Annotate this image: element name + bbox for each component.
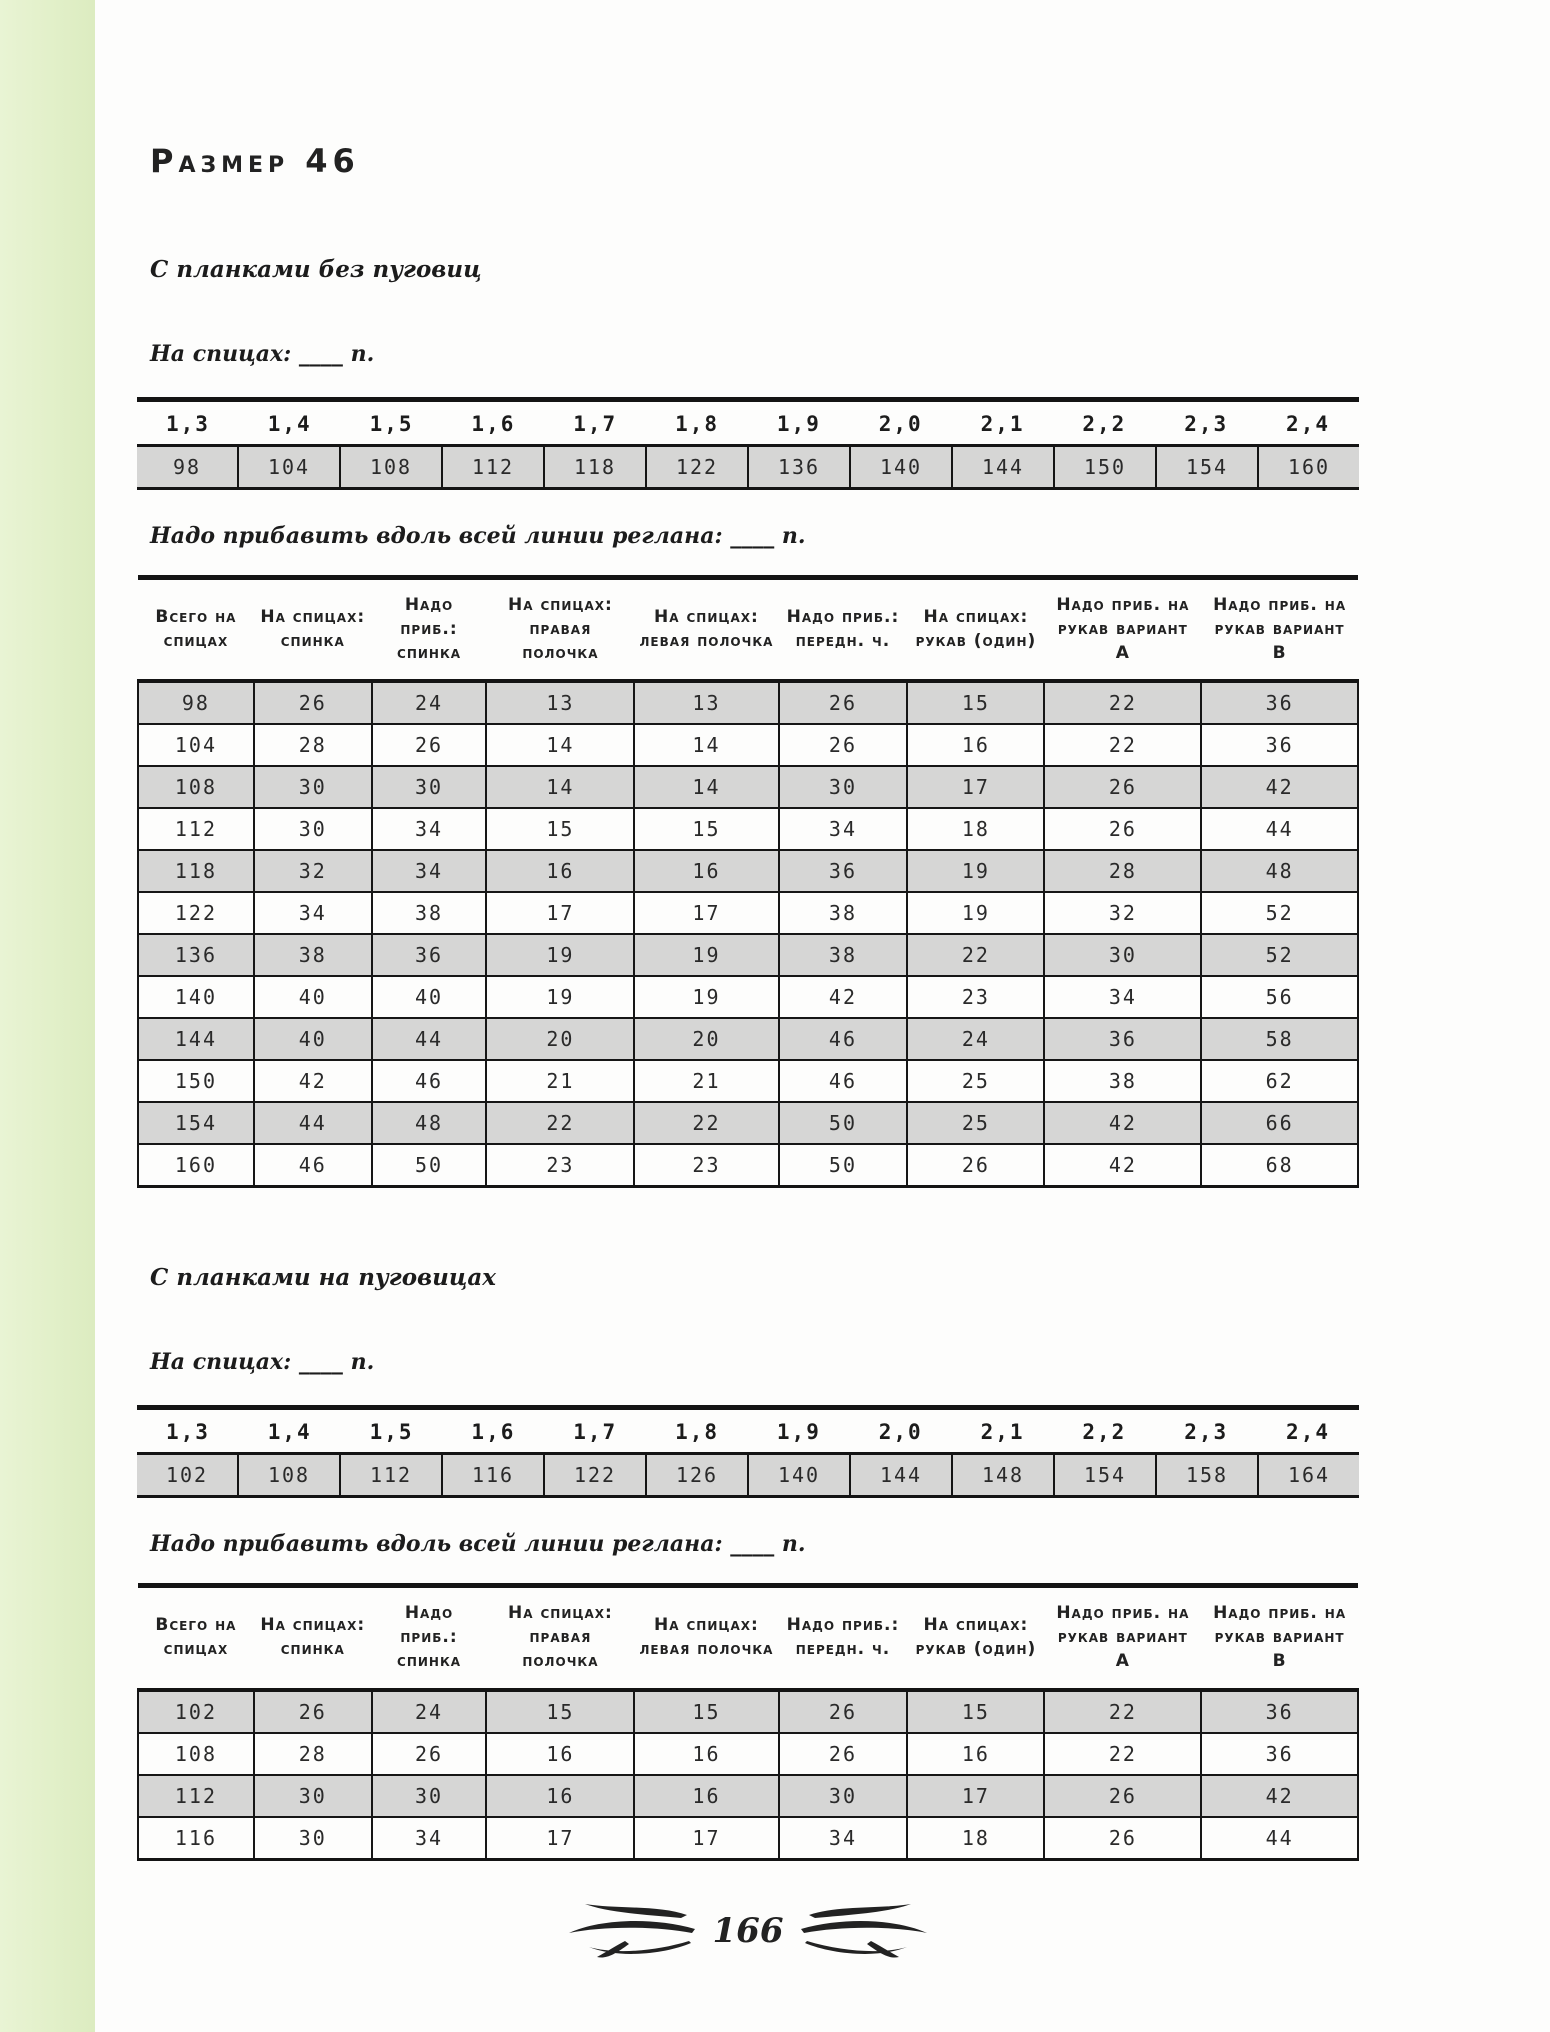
table-cell: 140 [138, 976, 254, 1018]
table-cell: 17 [486, 892, 634, 934]
table-cell: 26 [779, 724, 908, 766]
gauge-stitch-value: 136 [749, 447, 851, 487]
table-cell: 46 [779, 1018, 908, 1060]
table-cell: 30 [779, 766, 908, 808]
table-cell: 23 [486, 1144, 634, 1187]
table-cell: 36 [1201, 1733, 1358, 1775]
gauge-stitch-value: 118 [545, 447, 647, 487]
table-cell: 26 [1044, 766, 1201, 808]
page-footer [137, 1903, 1359, 1959]
table-cell: 36 [779, 850, 908, 892]
table-cell: 38 [779, 892, 908, 934]
section-heading: С планками без пуговиц [150, 256, 482, 283]
raglan-detail-table [137, 575, 1359, 1188]
table-cell: 50 [372, 1144, 487, 1187]
table-cell: 13 [486, 681, 634, 724]
gauge-stitch-value: 154 [1157, 447, 1259, 487]
table-cell: 52 [1201, 934, 1358, 976]
table-cell: 42 [1044, 1102, 1201, 1144]
gauge-stitch-value: 148 [953, 1455, 1055, 1495]
section-heading: С планками на пуговицах [150, 1264, 496, 1292]
table-row [138, 1690, 1358, 1733]
table-cell: 26 [254, 681, 372, 724]
table-cell: 13 [634, 681, 778, 724]
gauge-stitch-value: 108 [341, 447, 443, 487]
gauge-table [137, 397, 1359, 490]
column-header: Всего на спицах [138, 1586, 254, 1690]
table-row [138, 1733, 1358, 1775]
gauge-stitch-value: 160 [1287, 455, 1331, 479]
table-cell: 30 [254, 1817, 372, 1860]
table-cell: 18 [907, 808, 1044, 850]
table-cell: 42 [1201, 1775, 1358, 1817]
table-cell: 16 [486, 1733, 634, 1775]
table-cell: 36 [1044, 1018, 1201, 1060]
gauge-density-value: 2,1 [980, 1420, 1025, 1445]
gauge-density-value: 1,9 [776, 412, 821, 436]
table-row [138, 892, 1358, 934]
table-cell: 30 [779, 1775, 908, 1817]
table-cell: 38 [254, 934, 372, 976]
gauge-density-value: 2,0 [878, 1420, 923, 1445]
gauge-stitch-value: 164 [1287, 1463, 1331, 1488]
table-cell: 14 [486, 724, 634, 766]
table-cell: 136 [138, 934, 254, 976]
table-cell: 22 [634, 1102, 778, 1144]
table-cell: 44 [372, 1018, 487, 1060]
table-cell: 14 [634, 766, 778, 808]
table-cell: 30 [372, 766, 487, 808]
table-row [138, 1144, 1358, 1187]
table-cell: 42 [1044, 1144, 1201, 1187]
table-cell: 144 [138, 1018, 254, 1060]
table-cell: 50 [779, 1144, 908, 1187]
table-cell: 66 [1201, 1102, 1358, 1144]
table-cell: 30 [372, 1775, 487, 1817]
table-cell: 150 [138, 1060, 254, 1102]
raglan-label: Надо прибавить вдоль всей линии реглана: ____ п. [150, 1531, 806, 1558]
table-cell: 17 [486, 1817, 634, 1860]
table-cell: 42 [1201, 766, 1358, 808]
page-title: Размер 46 [150, 142, 360, 180]
table-cell: 62 [1201, 1060, 1358, 1102]
gauge-density-value: 1,9 [776, 1420, 821, 1445]
gauge-density-value: 1,6 [471, 412, 516, 436]
table-cell: 26 [1044, 1817, 1201, 1860]
table-cell: 38 [372, 892, 487, 934]
table-cell: 19 [907, 850, 1044, 892]
column-header: Надо приб. на рукав вариант В [1201, 1586, 1358, 1690]
gauge-density-value: 1,7 [573, 1420, 618, 1445]
table-cell: 56 [1201, 976, 1358, 1018]
gauge-density-value: 1,7 [573, 412, 618, 436]
table-cell: 23 [634, 1144, 778, 1187]
table-cell: 22 [486, 1102, 634, 1144]
gauge-stitch-value: 104 [239, 447, 341, 487]
column-header: На спицах: рукав (один) [907, 1586, 1044, 1690]
table-cell: 26 [779, 681, 908, 724]
gauge-table [137, 1405, 1359, 1498]
gauge-density-value: 2,1 [980, 412, 1025, 436]
table-cell: 18 [907, 1817, 1044, 1860]
table-cell: 154 [138, 1102, 254, 1144]
on-needles-label: На спицах: ____ п. [150, 1349, 375, 1376]
table-cell: 14 [486, 766, 634, 808]
flourish-right-icon [797, 1903, 929, 1959]
table-cell: 25 [907, 1060, 1044, 1102]
gauge-table-header-row [137, 1410, 1359, 1455]
table-cell: 15 [907, 1690, 1044, 1733]
table-cell: 28 [254, 724, 372, 766]
table-cell: 116 [138, 1817, 254, 1860]
column-header: На спицах: спинка [254, 1586, 372, 1690]
page-margin-stripe [0, 0, 95, 2032]
gauge-density-value: 1,4 [267, 1420, 312, 1445]
gauge-density-value: 1,8 [675, 412, 720, 436]
table-cell: 15 [634, 1690, 778, 1733]
table-cell: 36 [1201, 724, 1358, 766]
column-header: Всего на спицах [138, 578, 254, 682]
detail-table-head [138, 1586, 1358, 1690]
table-cell: 19 [634, 934, 778, 976]
gauge-density-value: 1,5 [369, 412, 414, 436]
table-cell: 19 [486, 976, 634, 1018]
table-cell: 17 [634, 1817, 778, 1860]
table-cell: 24 [372, 681, 487, 724]
table-cell: 34 [372, 1817, 487, 1860]
table-cell: 16 [634, 850, 778, 892]
table-cell: 46 [372, 1060, 487, 1102]
table-cell: 50 [779, 1102, 908, 1144]
table-row [138, 808, 1358, 850]
table-cell: 19 [907, 892, 1044, 934]
table-cell: 15 [486, 808, 634, 850]
table-cell: 36 [372, 934, 487, 976]
gauge-density-value: 2,3 [1184, 1420, 1229, 1445]
table-cell: 24 [372, 1690, 487, 1733]
table-row [138, 1060, 1358, 1102]
table-cell: 98 [138, 681, 254, 724]
table-cell: 26 [779, 1733, 908, 1775]
table-cell: 38 [1044, 1060, 1201, 1102]
column-header: На спицах: левая полочка [634, 578, 778, 682]
table-cell: 34 [1044, 976, 1201, 1018]
table-row [138, 1102, 1358, 1144]
table-cell: 36 [1201, 681, 1358, 724]
gauge-density-value: 2,0 [878, 412, 923, 436]
gauge-stitch-value: 150 [1055, 447, 1157, 487]
table-cell: 16 [634, 1775, 778, 1817]
column-header: Надо приб.: передн. ч. [779, 1586, 908, 1690]
table-cell: 16 [907, 1733, 1044, 1775]
table-cell: 21 [634, 1060, 778, 1102]
raglan-detail-table [137, 1583, 1359, 1860]
gauge-density-value: 1,4 [267, 412, 312, 436]
table-cell: 44 [1201, 808, 1358, 850]
gauge-density-value: 1,5 [369, 1420, 414, 1445]
table-cell: 32 [1044, 892, 1201, 934]
gauge-density-value: 1,8 [675, 1420, 720, 1445]
gauge-density-value: 2,4 [1286, 1420, 1330, 1445]
gauge-density-value: 1,6 [471, 1420, 516, 1445]
table-cell: 112 [138, 1775, 254, 1817]
column-header: На спицах: рукав (один) [907, 578, 1044, 682]
table-cell: 15 [907, 681, 1044, 724]
table-cell: 30 [254, 1775, 372, 1817]
gauge-stitch-value: 122 [647, 447, 749, 487]
table-cell: 30 [1044, 934, 1201, 976]
table-cell: 22 [907, 934, 1044, 976]
table-cell: 26 [254, 1690, 372, 1733]
on-needles-label: На спицах: ____ п. [150, 341, 375, 367]
table-cell: 20 [486, 1018, 634, 1060]
table-cell: 102 [138, 1690, 254, 1733]
table-cell: 23 [907, 976, 1044, 1018]
gauge-stitch-value: 154 [1055, 1455, 1157, 1495]
gauge-stitch-value: 140 [851, 447, 953, 487]
table-cell: 26 [1044, 1775, 1201, 1817]
table-cell: 48 [1201, 850, 1358, 892]
table-cell: 30 [254, 766, 372, 808]
table-cell: 15 [486, 1690, 634, 1733]
table-cell: 30 [254, 808, 372, 850]
table-cell: 22 [1044, 1690, 1201, 1733]
table-cell: 42 [254, 1060, 372, 1102]
section-with-buttons [137, 1264, 1359, 1860]
gauge-density-value: 2,2 [1082, 1420, 1127, 1445]
column-header: Надо приб.: спинка [372, 1586, 487, 1690]
table-cell: 108 [138, 766, 254, 808]
table-cell: 34 [372, 850, 487, 892]
gauge-density-value: 1,3 [165, 1420, 210, 1445]
table-cell: 16 [634, 1733, 778, 1775]
table-cell: 21 [486, 1060, 634, 1102]
table-cell: 24 [907, 1018, 1044, 1060]
gauge-table-value-row [137, 1455, 1359, 1495]
table-cell: 160 [138, 1144, 254, 1187]
gauge-density-value: 2,2 [1082, 412, 1127, 436]
table-cell: 118 [138, 850, 254, 892]
column-header: Надо приб. на рукав вариант А [1044, 578, 1201, 682]
table-cell: 34 [779, 1817, 908, 1860]
table-cell: 40 [372, 976, 487, 1018]
table-cell: 16 [486, 850, 634, 892]
gauge-stitch-value: 144 [851, 1455, 953, 1495]
table-cell: 15 [634, 808, 778, 850]
gauge-stitch-value: 158 [1157, 1455, 1259, 1495]
table-cell: 20 [634, 1018, 778, 1060]
gauge-stitch-value: 144 [953, 447, 1055, 487]
table-cell: 40 [254, 1018, 372, 1060]
page-content [137, 0, 1359, 1959]
table-cell: 42 [779, 976, 908, 1018]
table-cell: 44 [1201, 1817, 1358, 1860]
page-number: 166 [712, 1910, 784, 1951]
table-cell: 32 [254, 850, 372, 892]
table-cell: 122 [138, 892, 254, 934]
gauge-stitch-value: 126 [647, 1455, 749, 1495]
column-header: На спицах: спинка [254, 578, 372, 682]
table-cell: 68 [1201, 1144, 1358, 1187]
table-cell: 40 [254, 976, 372, 1018]
gauge-stitch-value: 98 [137, 447, 239, 487]
table-cell: 22 [1044, 681, 1201, 724]
table-row [138, 850, 1358, 892]
gauge-stitch-value: 112 [443, 447, 545, 487]
detail-table-body [138, 681, 1358, 1187]
section-without-buttons [137, 256, 1359, 1188]
table-cell: 34 [779, 808, 908, 850]
table-cell: 34 [372, 808, 487, 850]
table-row [138, 976, 1358, 1018]
table-cell: 38 [779, 934, 908, 976]
gauge-stitch-value: 112 [341, 1455, 443, 1495]
table-cell: 17 [634, 892, 778, 934]
table-cell: 16 [907, 724, 1044, 766]
column-header: Надо приб.: передн. ч. [779, 578, 908, 682]
table-cell: 28 [1044, 850, 1201, 892]
raglan-label: Надо прибавить вдоль всей линии реглана: ____ п. [150, 523, 806, 549]
table-row [138, 724, 1358, 766]
table-cell: 46 [779, 1060, 908, 1102]
column-header: Надо приб. на рукав вариант А [1044, 1586, 1201, 1690]
gauge-density-value: 1,3 [165, 412, 210, 436]
column-header: На спицах: правая полочка [486, 578, 634, 682]
table-row [138, 934, 1358, 976]
column-header: На спицах: левая полочка [634, 1586, 778, 1690]
gauge-stitch-value: 102 [137, 1455, 239, 1495]
column-header: Надо приб.: спинка [372, 578, 487, 682]
table-cell: 19 [634, 976, 778, 1018]
table-cell: 19 [486, 934, 634, 976]
table-cell: 17 [907, 766, 1044, 808]
table-cell: 26 [372, 1733, 487, 1775]
table-cell: 58 [1201, 1018, 1358, 1060]
table-cell: 16 [486, 1775, 634, 1817]
table-cell: 17 [907, 1775, 1044, 1817]
table-cell: 14 [634, 724, 778, 766]
detail-table-head [138, 578, 1358, 682]
table-cell: 26 [779, 1690, 908, 1733]
gauge-density-value: 2,3 [1184, 412, 1229, 436]
table-cell: 26 [1044, 808, 1201, 850]
table-cell: 22 [1044, 724, 1201, 766]
gauge-table-header-row [137, 402, 1359, 447]
table-cell: 28 [254, 1733, 372, 1775]
gauge-stitch-value: 108 [239, 1455, 341, 1495]
table-cell: 104 [138, 724, 254, 766]
table-row [138, 681, 1358, 724]
table-cell: 108 [138, 1733, 254, 1775]
table-cell: 112 [138, 808, 254, 850]
column-header: На спицах: правая полочка [486, 1586, 634, 1690]
table-cell: 26 [907, 1144, 1044, 1187]
table-cell: 26 [372, 724, 487, 766]
table-cell: 48 [372, 1102, 487, 1144]
table-cell: 34 [254, 892, 372, 934]
column-header: Надо приб. на рукав вариант В [1201, 578, 1358, 682]
table-row [138, 1817, 1358, 1860]
table-cell: 52 [1201, 892, 1358, 934]
table-row [138, 1775, 1358, 1817]
header-row [138, 578, 1358, 682]
gauge-stitch-value: 140 [749, 1455, 851, 1495]
table-cell: 46 [254, 1144, 372, 1187]
gauge-table-value-row [137, 447, 1359, 487]
table-cell: 36 [1201, 1690, 1358, 1733]
gauge-stitch-value: 116 [443, 1455, 545, 1495]
table-cell: 25 [907, 1102, 1044, 1144]
table-cell: 44 [254, 1102, 372, 1144]
flourish-left-icon [567, 1903, 699, 1959]
gauge-stitch-value: 122 [545, 1455, 647, 1495]
detail-table-body [138, 1690, 1358, 1860]
table-cell: 22 [1044, 1733, 1201, 1775]
gauge-density-value: 2,4 [1286, 412, 1330, 436]
header-row [138, 1586, 1358, 1690]
table-row [138, 1018, 1358, 1060]
table-row [138, 766, 1358, 808]
